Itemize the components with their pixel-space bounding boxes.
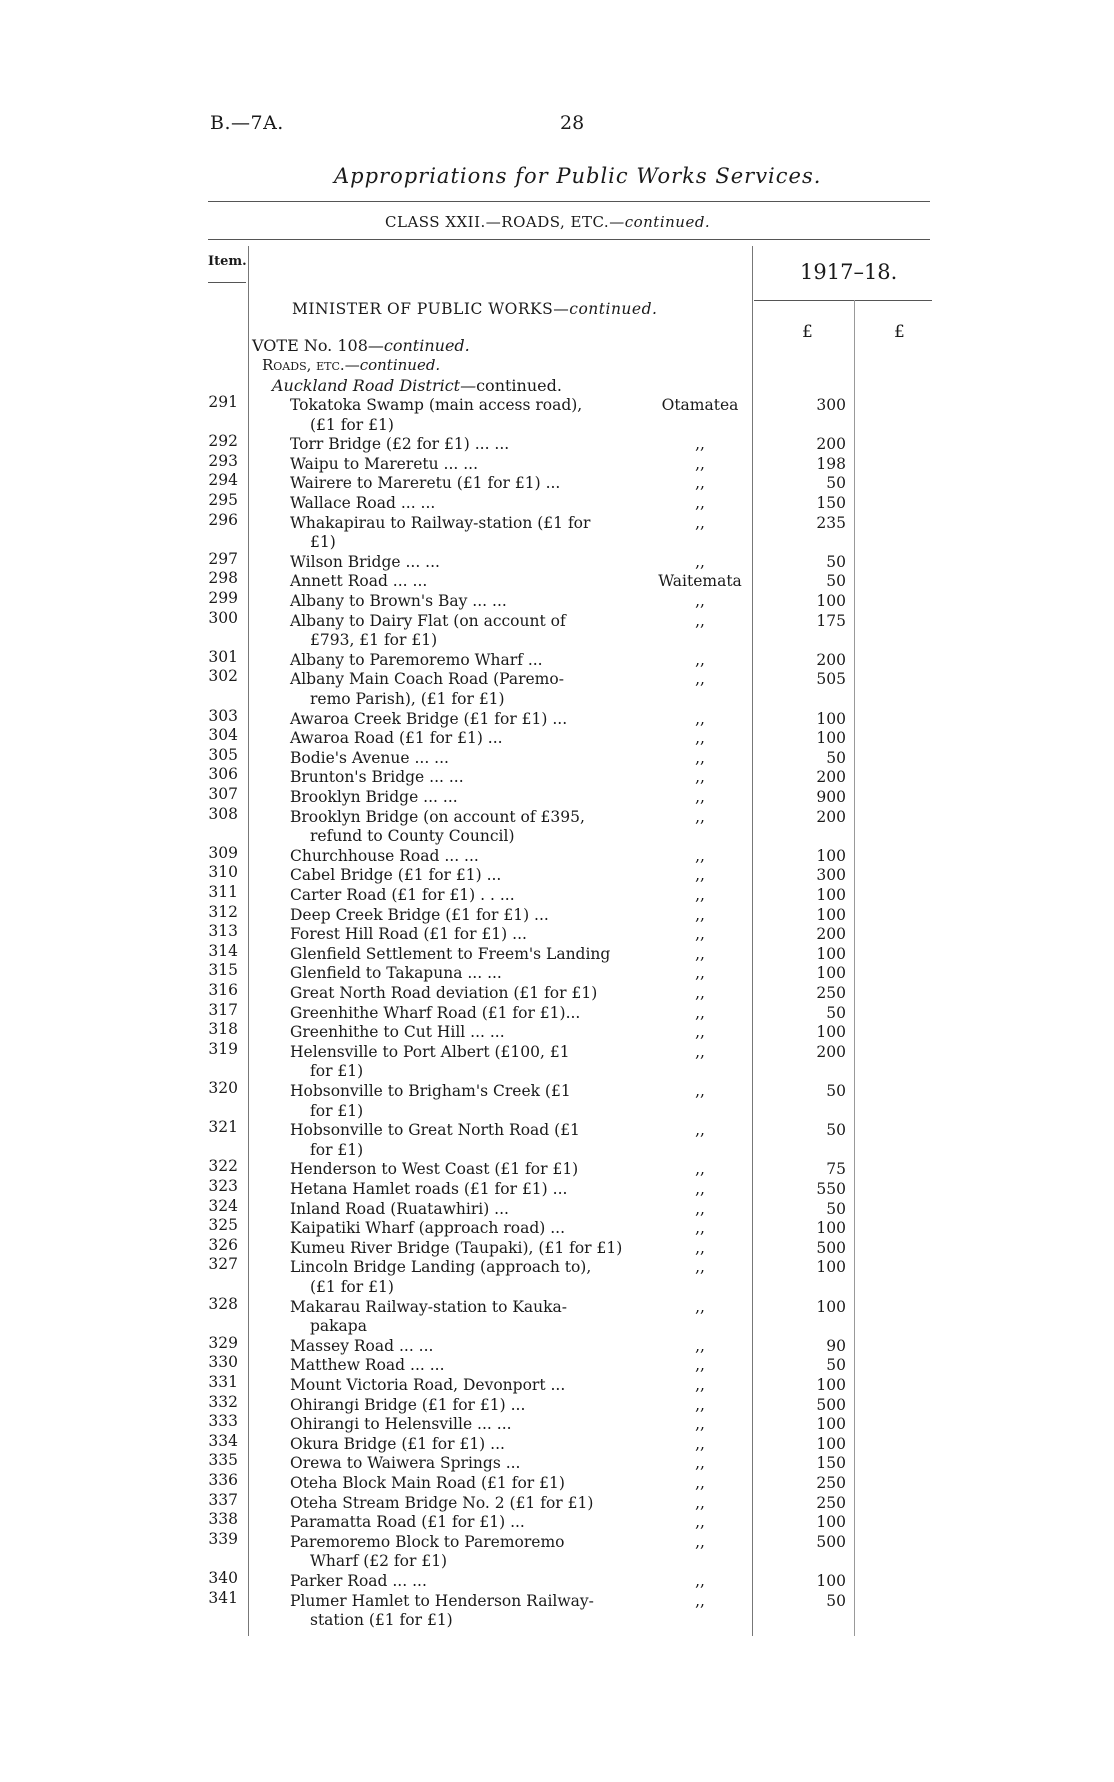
description-line: £793, £1 for £1) xyxy=(310,631,438,650)
description-line: Wilson Bridge ... ... xyxy=(290,552,440,571)
description-line: station (£1 for £1) xyxy=(310,1611,453,1630)
item-description xyxy=(290,1356,640,1376)
item-description xyxy=(290,1219,640,1239)
description-line: Annett Road ... ... xyxy=(290,572,428,591)
description-line: Great North Road deviation (£1 for £1) xyxy=(290,984,598,1002)
item-header-rule xyxy=(208,282,246,283)
item-district: ,, xyxy=(695,1356,705,1375)
district-heading-main: Auckland Road District— xyxy=(272,376,477,395)
item-description xyxy=(290,1121,640,1160)
item-district: ,, xyxy=(695,807,705,826)
item-number: 302 xyxy=(208,667,238,686)
item-description xyxy=(290,1474,640,1494)
item-description xyxy=(290,847,640,867)
description-line: Paremoremo Block to Paremoremo xyxy=(290,1532,565,1551)
item-amount: 100 xyxy=(816,964,846,983)
item-district: Waitemata xyxy=(658,572,742,591)
item-amount: 100 xyxy=(816,1376,846,1394)
year-column-header: 1917–18. xyxy=(800,260,898,284)
description-line: Bodie's Avenue ... ... xyxy=(290,748,449,767)
item-description xyxy=(290,1592,640,1631)
description-line: Albany to Paremoremo Wharf ... xyxy=(290,650,543,669)
item-district: ,, xyxy=(695,650,705,669)
item-district: ,, xyxy=(695,729,705,748)
vote-heading-continued: continued. xyxy=(383,336,470,355)
document-reference: B.—7A. xyxy=(210,112,284,134)
minister-heading xyxy=(292,300,657,318)
page-title: Appropriations for Public Works Services. xyxy=(334,164,822,188)
item-amount: 250 xyxy=(816,984,846,1002)
item-amount: 100 xyxy=(816,1297,846,1316)
description-line: Carter Road (£1 for £1) . . ... xyxy=(290,886,515,904)
item-amount: 50 xyxy=(826,748,846,767)
item-number: 301 xyxy=(208,647,238,666)
item-amount: 250 xyxy=(816,1474,846,1492)
item-district: ,, xyxy=(695,748,705,767)
item-number: 305 xyxy=(208,745,238,764)
description-line: Hetana Hamlet roads (£1 for £1) ... xyxy=(290,1180,568,1198)
item-number: 313 xyxy=(208,922,238,941)
item-description xyxy=(290,906,640,926)
item-amount: 90 xyxy=(826,1336,846,1355)
vote-heading-main: VOTE No. 108— xyxy=(252,336,384,355)
item-amount: 100 xyxy=(816,1415,846,1434)
item-description xyxy=(290,1239,640,1259)
item-district: ,, xyxy=(695,611,705,630)
district-heading xyxy=(272,376,562,395)
item-number: 332 xyxy=(208,1392,238,1411)
item-description xyxy=(290,1533,640,1572)
description-line: (£1 for £1) xyxy=(310,415,394,434)
item-number: 311 xyxy=(208,883,238,901)
item-number: 310 xyxy=(208,863,238,882)
item-district: ,, xyxy=(695,1336,705,1355)
item-number: 341 xyxy=(208,1588,238,1607)
description-line: Massey Road ... ... xyxy=(290,1336,434,1355)
item-number: 318 xyxy=(208,1020,238,1039)
item-amount: 50 xyxy=(826,1356,846,1375)
item-amount: 50 xyxy=(826,1082,846,1100)
item-amount: 175 xyxy=(816,611,846,630)
item-district: ,, xyxy=(695,925,705,944)
description-line: Oteha Stream Bridge No. 2 (£1 for £1) xyxy=(290,1493,594,1512)
pound-column-header-1: £ xyxy=(802,322,813,342)
item-amount: 500 xyxy=(816,1238,846,1257)
item-number: 333 xyxy=(208,1412,238,1431)
description-line: Churchhouse Road ... ... xyxy=(290,846,479,865)
item-description xyxy=(290,1180,640,1200)
item-number: 339 xyxy=(208,1529,238,1548)
item-amount: 200 xyxy=(816,1042,846,1061)
description-line: Awaroa Creek Bridge (£1 for £1) ... xyxy=(290,709,568,728)
item-number: 335 xyxy=(208,1451,238,1470)
item-number: 316 xyxy=(208,981,238,999)
item-description xyxy=(290,494,640,514)
item-amount: 150 xyxy=(816,494,846,512)
item-description xyxy=(290,1572,640,1592)
item-description xyxy=(290,788,640,808)
item-district: ,, xyxy=(695,1042,705,1061)
item-description xyxy=(290,1396,640,1416)
class-heading-continued: continued. xyxy=(624,213,711,231)
item-description xyxy=(290,1004,640,1024)
item-description xyxy=(290,455,640,475)
description-line: Makarau Railway-station to Kauka- xyxy=(290,1297,568,1316)
description-line: Paramatta Road (£1 for £1) ... xyxy=(290,1513,525,1532)
item-amount: 900 xyxy=(816,788,846,806)
item-number: 297 xyxy=(208,549,238,568)
item-description xyxy=(290,808,640,847)
item-amount: 300 xyxy=(816,396,846,414)
item-district: ,, xyxy=(695,964,705,983)
minister-heading-main: MINISTER OF PUBLIC WORKS— xyxy=(292,300,570,318)
description-line: Hobsonville to Great North Road (£1 xyxy=(290,1121,580,1140)
item-amount: 235 xyxy=(816,513,846,532)
item-description xyxy=(290,1513,640,1533)
district-heading-continued: continued. xyxy=(476,376,562,395)
description-line: Albany Main Coach Road (Paremo- xyxy=(290,670,564,689)
description-line: (£1 for £1) xyxy=(310,1277,394,1296)
item-description xyxy=(290,1298,640,1337)
description-line: Wharf (£2 for £1) xyxy=(310,1552,448,1571)
item-number: 306 xyxy=(208,765,238,784)
item-district: ,, xyxy=(695,513,705,532)
description-line: refund to County Council) xyxy=(310,827,515,846)
item-amount: 100 xyxy=(816,1434,846,1453)
item-district: ,, xyxy=(695,1219,705,1238)
item-amount: 100 xyxy=(816,944,846,963)
item-description xyxy=(290,1258,640,1297)
item-description xyxy=(290,572,640,592)
item-district: ,, xyxy=(695,944,705,963)
title-rule xyxy=(208,201,930,202)
description-line: for £1) xyxy=(310,1062,364,1081)
description-line: Parker Road ... ... xyxy=(290,1572,427,1590)
class-heading xyxy=(385,213,710,231)
item-number: 328 xyxy=(208,1294,238,1313)
description-line: Ohirangi Bridge (£1 for £1) ... xyxy=(290,1395,526,1414)
item-description xyxy=(290,1082,640,1121)
item-number: 317 xyxy=(208,1000,238,1019)
item-district: Otamatea xyxy=(661,396,739,414)
item-amount: 100 xyxy=(816,1572,846,1590)
item-description xyxy=(290,1376,640,1396)
item-amount: 50 xyxy=(826,1121,846,1140)
item-description xyxy=(290,984,640,1004)
description-line: Kaipatiki Wharf (approach road) ... xyxy=(290,1219,565,1238)
description-line: £1) xyxy=(310,533,336,552)
item-amount: 300 xyxy=(816,866,846,885)
item-district: ,, xyxy=(695,1474,705,1492)
item-description xyxy=(290,768,640,788)
item-district: ,, xyxy=(695,905,705,924)
item-description xyxy=(290,592,640,612)
item-district: ,, xyxy=(695,1297,705,1316)
description-line: Lincoln Bridge Landing (approach to), xyxy=(290,1258,592,1277)
item-number: 334 xyxy=(208,1431,238,1450)
item-district: ,, xyxy=(695,1023,705,1042)
description-line: Oteha Block Main Road (£1 for £1) xyxy=(290,1474,565,1492)
item-district: ,, xyxy=(695,846,705,865)
description-line: Henderson to West Coast (£1 for £1) xyxy=(290,1160,579,1179)
item-amount: 200 xyxy=(816,650,846,669)
item-district: ,, xyxy=(695,552,705,571)
item-amount: 500 xyxy=(816,1532,846,1551)
item-description xyxy=(290,1160,640,1180)
item-column-divider xyxy=(248,246,249,1636)
item-district: ,, xyxy=(695,1199,705,1218)
item-number: 327 xyxy=(208,1255,238,1274)
description-line: Ohirangi to Helensville ... ... xyxy=(290,1415,512,1434)
item-amount: 550 xyxy=(816,1180,846,1198)
item-amount: 505 xyxy=(816,670,846,689)
year-header-rule xyxy=(754,300,932,301)
item-number: 337 xyxy=(208,1490,238,1509)
item-number: 300 xyxy=(208,608,238,627)
description-line: Torr Bridge (£2 for £1) ... ... xyxy=(290,435,510,454)
roads-heading-main: Roads, etc.— xyxy=(262,356,360,374)
item-district: ,, xyxy=(695,1415,705,1434)
item-amount: 100 xyxy=(816,1258,846,1277)
vote-heading xyxy=(252,336,470,355)
item-description xyxy=(290,396,640,435)
item-description xyxy=(290,886,640,906)
item-number: 293 xyxy=(208,451,238,470)
item-amount: 200 xyxy=(816,807,846,826)
description-line: Hobsonville to Brigham's Creek (£1 xyxy=(290,1082,571,1100)
item-amount: 50 xyxy=(826,474,846,493)
item-number: 307 xyxy=(208,785,238,803)
description-line: Orewa to Waiwera Springs ... xyxy=(290,1454,521,1473)
item-amount: 500 xyxy=(816,1395,846,1414)
item-number: 298 xyxy=(208,569,238,588)
item-number: 319 xyxy=(208,1039,238,1058)
item-district: ,, xyxy=(695,768,705,787)
item-number: 323 xyxy=(208,1177,238,1195)
item-description xyxy=(290,1454,640,1474)
description-line: Wallace Road ... ... xyxy=(290,494,436,512)
item-amount: 100 xyxy=(816,1219,846,1238)
item-number: 330 xyxy=(208,1353,238,1372)
description-line: Whakapirau to Railway-station (£1 for xyxy=(290,513,591,532)
item-amount: 200 xyxy=(816,435,846,454)
item-amount: 100 xyxy=(816,592,846,610)
item-number: 292 xyxy=(208,432,238,451)
item-amount: 100 xyxy=(816,709,846,728)
item-amount: 100 xyxy=(816,846,846,865)
description-line: Cabel Bridge (£1 for £1) ... xyxy=(290,866,502,885)
item-description xyxy=(290,925,640,945)
class-heading-main: CLASS XXII.—ROADS, ETC.— xyxy=(385,213,625,231)
item-district: ,, xyxy=(695,1513,705,1532)
item-district: ,, xyxy=(695,1180,705,1198)
item-number: 309 xyxy=(208,843,238,862)
item-district: ,, xyxy=(695,1376,705,1394)
item-district: ,, xyxy=(695,788,705,806)
item-district: ,, xyxy=(695,474,705,493)
item-amount: 100 xyxy=(816,905,846,924)
item-number: 315 xyxy=(208,961,238,980)
item-amount: 50 xyxy=(826,552,846,571)
item-number: 340 xyxy=(208,1569,238,1587)
item-amount: 250 xyxy=(816,1493,846,1512)
item-number: 296 xyxy=(208,510,238,529)
item-amount: 200 xyxy=(816,768,846,787)
item-district: ,, xyxy=(695,1493,705,1512)
description-line: Albany to Brown's Bay ... ... xyxy=(290,592,507,610)
item-description xyxy=(290,866,640,886)
item-description xyxy=(290,729,640,749)
item-amount: 198 xyxy=(816,454,846,473)
description-line: remo Parish), (£1 for £1) xyxy=(310,689,505,708)
description-line: Helensville to Port Albert (£100, £1 xyxy=(290,1042,570,1061)
item-number: 324 xyxy=(208,1196,238,1215)
description-line: for £1) xyxy=(310,1101,364,1120)
item-column-header: Item. xyxy=(208,254,247,269)
item-amount: 150 xyxy=(816,1454,846,1473)
description-line: Kumeu River Bridge (Taupaki), (£1 for £1) xyxy=(290,1238,623,1257)
pound-column-header-2: £ xyxy=(894,322,905,342)
item-description xyxy=(290,1435,640,1455)
item-description xyxy=(290,710,640,730)
item-number: 326 xyxy=(208,1235,238,1254)
item-description xyxy=(290,651,640,671)
item-number: 338 xyxy=(208,1510,238,1529)
item-number: 336 xyxy=(208,1471,238,1489)
item-amount: 75 xyxy=(826,1160,846,1179)
item-number: 329 xyxy=(208,1333,238,1352)
description-line: Albany to Dairy Flat (on account of xyxy=(290,611,566,630)
description-line: Okura Bridge (£1 for £1) ... xyxy=(290,1434,505,1453)
item-district: ,, xyxy=(695,454,705,473)
item-district: ,, xyxy=(695,1454,705,1473)
item-district: ,, xyxy=(695,1532,705,1551)
item-amount: 50 xyxy=(826,1003,846,1022)
item-district: ,, xyxy=(695,1258,705,1277)
item-number: 299 xyxy=(208,589,238,607)
page-number: 28 xyxy=(560,112,585,134)
item-description xyxy=(290,1337,640,1357)
description-line: Brooklyn Bridge (on account of £395, xyxy=(290,807,585,826)
item-amount: 100 xyxy=(816,886,846,904)
item-description xyxy=(290,474,640,494)
item-number: 314 xyxy=(208,941,238,960)
item-description xyxy=(290,1023,640,1043)
minister-heading-continued: continued. xyxy=(569,300,658,318)
roads-heading-continued: continued. xyxy=(359,356,441,374)
item-district: ,, xyxy=(695,886,705,904)
item-district: ,, xyxy=(695,1160,705,1179)
item-district: ,, xyxy=(695,670,705,689)
amount-column-divider xyxy=(854,300,855,1636)
description-line: Awaroa Road (£1 for £1) ... xyxy=(290,729,503,748)
item-district: ,, xyxy=(695,984,705,1002)
item-number: 320 xyxy=(208,1079,238,1097)
item-number: 312 xyxy=(208,902,238,921)
item-number: 303 xyxy=(208,706,238,725)
description-line: Tokatoka Swamp (main access road), xyxy=(290,396,583,414)
item-amount: 100 xyxy=(816,1023,846,1042)
item-district: ,, xyxy=(695,1434,705,1453)
item-amount: 200 xyxy=(816,925,846,944)
item-number: 308 xyxy=(208,804,238,823)
item-description xyxy=(290,1494,640,1514)
item-number: 304 xyxy=(208,726,238,745)
description-line: Mount Victoria Road, Devonport ... xyxy=(290,1376,566,1394)
item-district: ,, xyxy=(695,1591,705,1610)
item-description xyxy=(290,553,640,573)
item-district: ,, xyxy=(695,1238,705,1257)
description-line: Plumer Hamlet to Henderson Railway- xyxy=(290,1591,594,1610)
description-line: Greenhithe Wharf Road (£1 for £1)... xyxy=(290,1003,581,1022)
description-line: Wairere to Mareretu (£1 for £1) ... xyxy=(290,474,561,493)
item-district: ,, xyxy=(695,1395,705,1414)
item-description xyxy=(290,514,640,553)
item-district: ,, xyxy=(695,494,705,512)
item-district: ,, xyxy=(695,1082,705,1100)
description-line: Brooklyn Bridge ... ... xyxy=(290,788,458,806)
item-amount: 50 xyxy=(826,1199,846,1218)
item-number: 325 xyxy=(208,1216,238,1235)
description-line: Waipu to Mareretu ... ... xyxy=(290,454,479,473)
description-line: Greenhithe to Cut Hill ... ... xyxy=(290,1023,505,1042)
item-description xyxy=(290,435,640,455)
description-line: Matthew Road ... ... xyxy=(290,1356,445,1375)
item-district: ,, xyxy=(695,1121,705,1140)
item-number: 294 xyxy=(208,471,238,490)
item-number: 321 xyxy=(208,1118,238,1137)
description-line: Brunton's Bridge ... ... xyxy=(290,768,464,787)
item-number: 291 xyxy=(208,393,238,411)
item-amount: 100 xyxy=(816,729,846,748)
item-amount: 50 xyxy=(826,1591,846,1610)
item-district: ,, xyxy=(695,435,705,454)
item-description xyxy=(290,964,640,984)
class-rule xyxy=(208,239,930,240)
item-description xyxy=(290,670,640,709)
description-line: pakapa xyxy=(310,1317,367,1336)
item-district: ,, xyxy=(695,1572,705,1590)
item-description xyxy=(290,749,640,769)
description-line: for £1) xyxy=(310,1140,364,1159)
item-number: 322 xyxy=(208,1157,238,1176)
item-district: ,, xyxy=(695,709,705,728)
description-line: Inland Road (Ruatawhiri) ... xyxy=(290,1199,509,1218)
item-amount: 50 xyxy=(826,572,846,591)
item-description xyxy=(290,1043,640,1082)
item-description xyxy=(290,1415,640,1435)
roads-heading xyxy=(262,356,440,374)
item-description xyxy=(290,1200,640,1220)
description-line: Glenfield to Takapuna ... ... xyxy=(290,964,502,983)
item-description xyxy=(290,945,640,965)
description-line: Forest Hill Road (£1 for £1) ... xyxy=(290,925,527,944)
item-number: 331 xyxy=(208,1373,238,1391)
item-number: 295 xyxy=(208,491,238,509)
description-line: Glenfield Settlement to Freem's Landing xyxy=(290,944,611,963)
item-description xyxy=(290,612,640,651)
description-line: Deep Creek Bridge (£1 for £1) ... xyxy=(290,905,549,924)
item-district: ,, xyxy=(695,1003,705,1022)
item-district: ,, xyxy=(695,592,705,610)
item-amount: 100 xyxy=(816,1513,846,1532)
item-district: ,, xyxy=(695,866,705,885)
